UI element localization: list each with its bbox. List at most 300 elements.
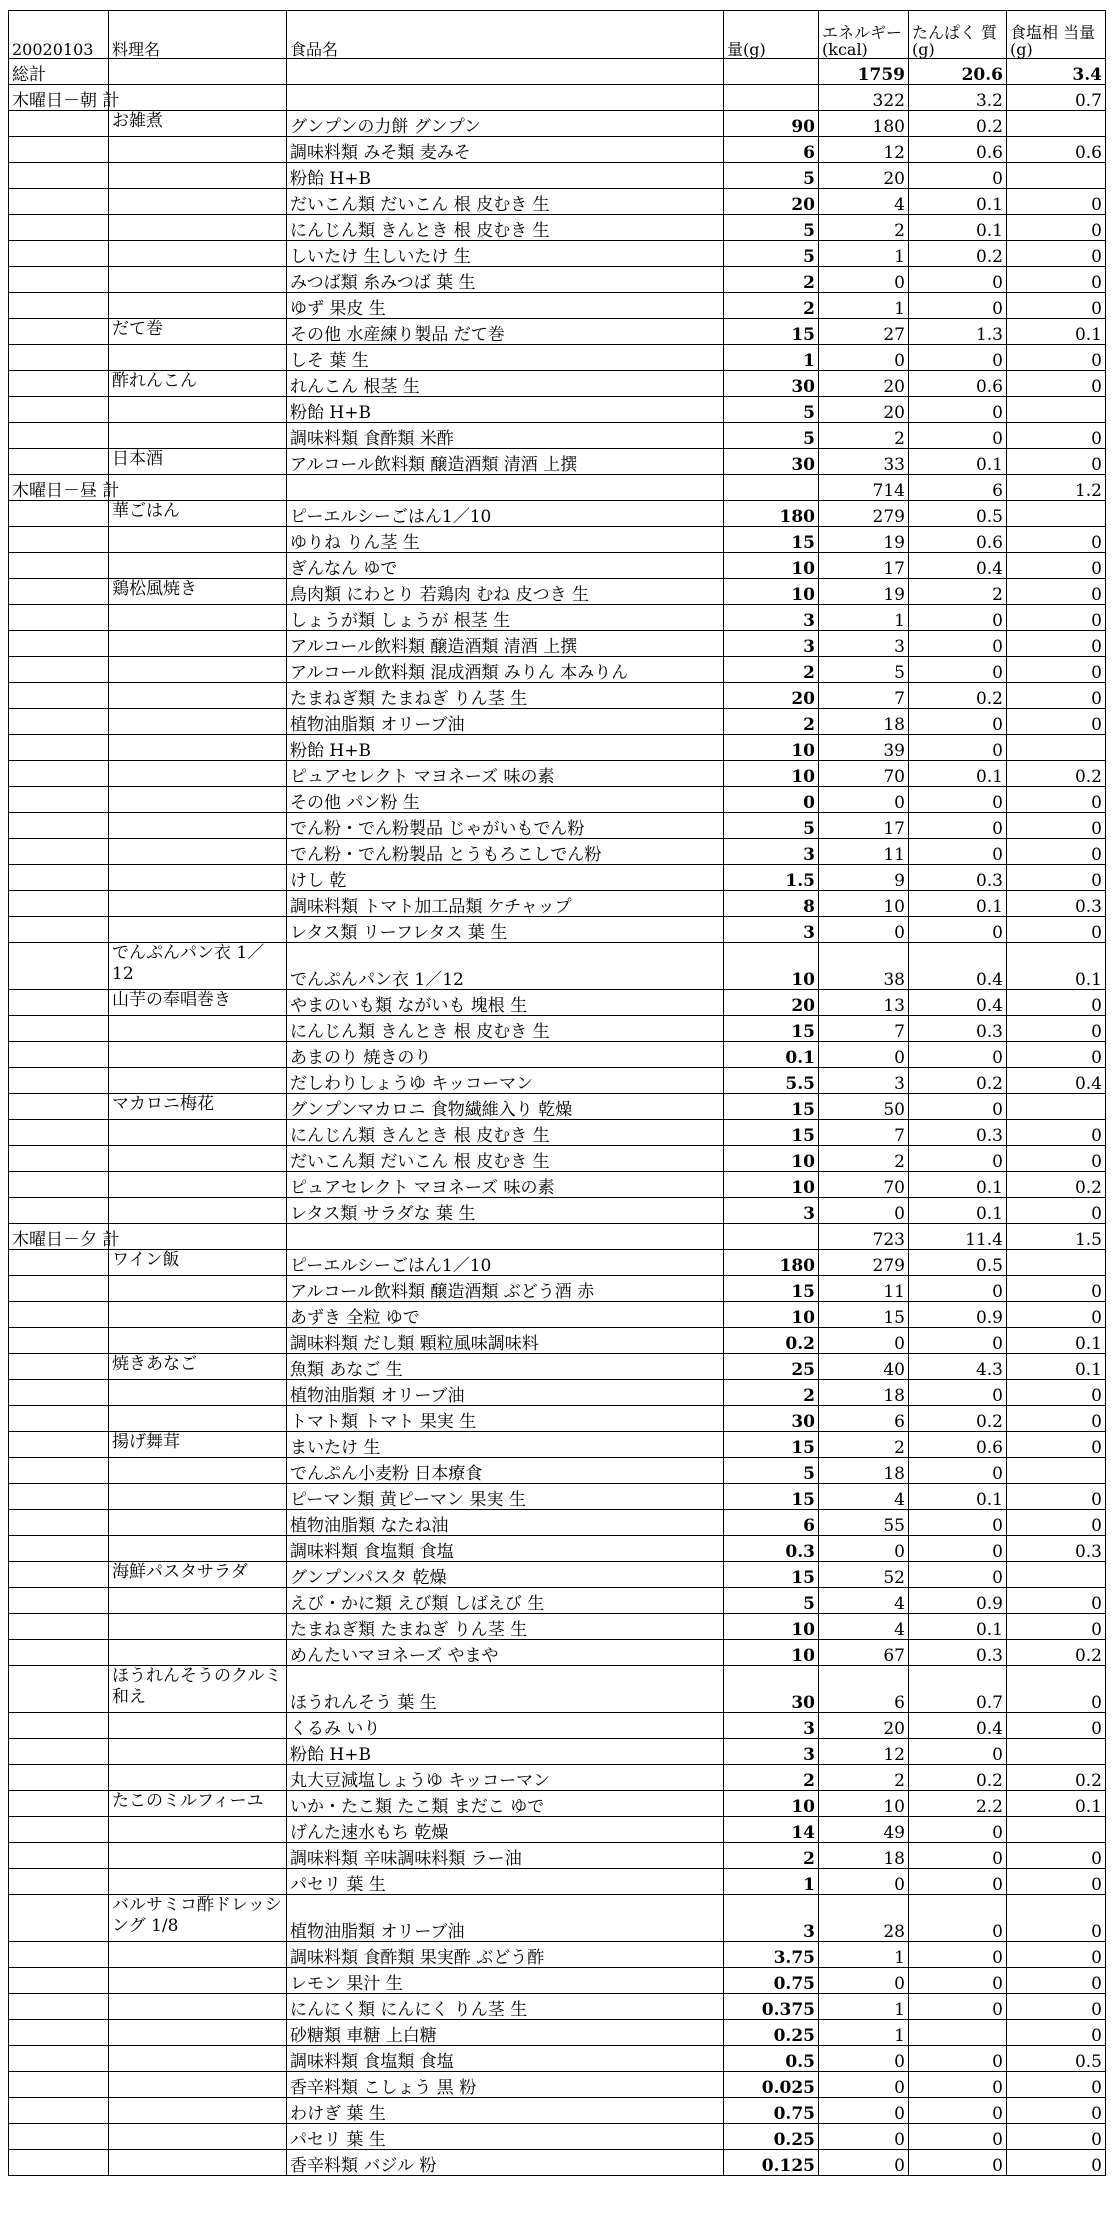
dish-name: でんぷんパン衣 1／12 <box>109 943 287 990</box>
food-name: ゆず 果皮 生 <box>287 293 724 319</box>
row-label <box>9 787 109 813</box>
table-row <box>9 2150 1106 2176</box>
salt-g: 0 <box>1007 1968 1106 1994</box>
food-name: 調味料類 辛味調味料類 ラー油 <box>287 1843 724 1869</box>
dish-name <box>109 865 287 891</box>
protein-g: 0.6 <box>909 1432 1007 1458</box>
table-row <box>9 1432 1106 1458</box>
row-label: 木曜日－朝 計 <box>9 85 109 111</box>
food-name: グンプンマカロニ 食物繊維入り 乾燥 <box>287 1094 724 1120</box>
row-label <box>9 1869 109 1895</box>
energy-kcal: 3 <box>819 631 909 657</box>
table-row <box>9 761 1106 787</box>
dish-name: 海鮮パスタサラダ <box>109 1562 287 1588</box>
row-label <box>9 449 109 475</box>
energy-kcal: 15 <box>819 1302 909 1328</box>
food-name: たまねぎ類 たまねぎ りん茎 生 <box>287 1614 724 1640</box>
table-row <box>9 1588 1106 1614</box>
amount-g: 15 <box>724 1562 819 1588</box>
dish-name <box>109 735 287 761</box>
table-row <box>9 683 1106 709</box>
salt-g: 0 <box>1007 990 1106 1016</box>
energy-kcal: 0 <box>819 1536 909 1562</box>
protein-g: 6 <box>909 475 1007 501</box>
amount-g: 5 <box>724 397 819 423</box>
protein-g: 0 <box>909 163 1007 189</box>
salt-g: 0 <box>1007 215 1106 241</box>
food-name: アルコール飲料類 醸造酒類 清酒 上撰 <box>287 631 724 657</box>
salt-g: 0 <box>1007 2072 1106 2098</box>
table-row <box>9 709 1106 735</box>
amount-g <box>724 85 819 111</box>
row-label: 総計 <box>9 59 109 85</box>
table-row <box>9 2020 1106 2046</box>
food-name: やまのいも類 ながいも 塊根 生 <box>287 990 724 1016</box>
protein-g: 0.1 <box>909 1614 1007 1640</box>
row-label <box>9 1120 109 1146</box>
row-label <box>9 527 109 553</box>
energy-kcal: 10 <box>819 1791 909 1817</box>
table-row <box>9 319 1106 345</box>
salt-g: 0 <box>1007 1146 1106 1172</box>
protein-g: 0.3 <box>909 865 1007 891</box>
amount-g: 0 <box>724 787 819 813</box>
energy-kcal: 50 <box>819 1094 909 1120</box>
protein-g: 0.3 <box>909 1120 1007 1146</box>
energy-kcal: 3 <box>819 1068 909 1094</box>
amount-g: 0.2 <box>724 1328 819 1354</box>
salt-g <box>1007 1250 1106 1276</box>
dish-name <box>109 1120 287 1146</box>
table-row <box>9 1172 1106 1198</box>
dish-name <box>109 423 287 449</box>
energy-kcal: 723 <box>819 1224 909 1250</box>
amount-g: 0.1 <box>724 1042 819 1068</box>
protein-g: 0 <box>909 397 1007 423</box>
dish-name <box>109 345 287 371</box>
protein-g: 0.5 <box>909 501 1007 527</box>
row-label: 木曜日－昼 計 <box>9 475 109 501</box>
energy-kcal: 1 <box>819 1942 909 1968</box>
amount-g: 0.25 <box>724 2124 819 2150</box>
row-label: 木曜日－夕 計 <box>9 1224 109 1250</box>
row-label <box>9 1198 109 1224</box>
row-label <box>9 1843 109 1869</box>
table-row <box>9 1895 1106 1942</box>
amount-g: 0.75 <box>724 1968 819 1994</box>
energy-kcal: 20 <box>819 1713 909 1739</box>
salt-g <box>1007 163 1106 189</box>
dish-name: 山芋の奉唱巻き <box>109 990 287 1016</box>
food-name: アルコール飲料類 醸造酒類 清酒 上撰 <box>287 449 724 475</box>
salt-g: 0 <box>1007 423 1106 449</box>
table-row <box>9 865 1106 891</box>
table-row <box>9 1666 1106 1713</box>
row-label <box>9 1942 109 1968</box>
dish-name <box>109 605 287 631</box>
table-row <box>9 1968 1106 1994</box>
salt-g: 0 <box>1007 1120 1106 1146</box>
salt-g: 0.7 <box>1007 85 1106 111</box>
food-name: その他 パン粉 生 <box>287 787 724 813</box>
food-name: でん粉・でん粉製品 じゃがいもでん粉 <box>287 813 724 839</box>
row-label <box>9 1328 109 1354</box>
row-label <box>9 2124 109 2150</box>
table-row <box>9 215 1106 241</box>
energy-kcal: 4 <box>819 1588 909 1614</box>
energy-kcal: 6 <box>819 1666 909 1713</box>
row-label <box>9 1562 109 1588</box>
row-label <box>9 761 109 787</box>
row-label <box>9 1510 109 1536</box>
energy-kcal: 1 <box>819 1994 909 2020</box>
amount-g: 0.025 <box>724 2072 819 2098</box>
dish-name <box>109 891 287 917</box>
salt-g: 0 <box>1007 241 1106 267</box>
amount-g: 3 <box>724 1739 819 1765</box>
food-name: グンプンの力餅 グンプン <box>287 111 724 137</box>
protein-g: 0 <box>909 2150 1007 2176</box>
amount-g: 30 <box>724 449 819 475</box>
food-name: 魚類 あなご 生 <box>287 1354 724 1380</box>
dish-name <box>109 2150 287 2176</box>
energy-kcal: 2 <box>819 1146 909 1172</box>
dish-name <box>109 1588 287 1614</box>
food-name: 調味料類 みそ類 麦みそ <box>287 137 724 163</box>
salt-g: 0.2 <box>1007 1172 1106 1198</box>
dish-name <box>109 397 287 423</box>
table-row <box>9 1869 1106 1895</box>
amount-g: 2 <box>724 1765 819 1791</box>
food-name: でんぷんパン衣 1／12 <box>287 943 724 990</box>
salt-g <box>1007 501 1106 527</box>
dish-name <box>109 2124 287 2150</box>
table-row <box>9 1146 1106 1172</box>
protein-g: 0 <box>909 839 1007 865</box>
dish-name <box>109 1406 287 1432</box>
header-row <box>9 11 1106 59</box>
table-row <box>9 1536 1106 1562</box>
protein-g: 0 <box>909 1843 1007 1869</box>
food-name: げんた速水もち 乾燥 <box>287 1817 724 1843</box>
energy-kcal: 11 <box>819 1276 909 1302</box>
amount-g: 15 <box>724 1432 819 1458</box>
dish-name <box>109 1869 287 1895</box>
protein-g: 0.1 <box>909 1198 1007 1224</box>
row-label <box>9 1640 109 1666</box>
amount-g: 180 <box>724 1250 819 1276</box>
dish-name <box>109 1614 287 1640</box>
row-label <box>9 605 109 631</box>
salt-g: 0 <box>1007 2098 1106 2124</box>
row-label <box>9 683 109 709</box>
salt-g <box>1007 1094 1106 1120</box>
energy-kcal: 714 <box>819 475 909 501</box>
amount-g <box>724 1224 819 1250</box>
food-name: 香辛料類 バジル 粉 <box>287 2150 724 2176</box>
dish-name <box>109 1484 287 1510</box>
salt-g: 0 <box>1007 2150 1106 2176</box>
header-dish: 料理名 <box>109 11 287 59</box>
food-name <box>287 85 724 111</box>
table-row <box>9 787 1106 813</box>
salt-g: 0 <box>1007 1869 1106 1895</box>
table-row <box>9 2098 1106 2124</box>
row-label <box>9 267 109 293</box>
table-row <box>9 839 1106 865</box>
row-label <box>9 2072 109 2098</box>
table-row <box>9 1510 1106 1536</box>
dish-name <box>109 267 287 293</box>
amount-g <box>724 475 819 501</box>
protein-g: 0 <box>909 917 1007 943</box>
energy-kcal: 0 <box>819 2072 909 2098</box>
salt-g: 0.1 <box>1007 319 1106 345</box>
table-row <box>9 1302 1106 1328</box>
salt-g <box>1007 1458 1106 1484</box>
dish-name <box>109 1198 287 1224</box>
amount-g: 2 <box>724 709 819 735</box>
dish-name <box>109 683 287 709</box>
row-label <box>9 241 109 267</box>
dish-name <box>109 1172 287 1198</box>
salt-g <box>1007 1562 1106 1588</box>
row-label <box>9 111 109 137</box>
food-name: 香辛料類 こしょう 黒 粉 <box>287 2072 724 2098</box>
row-label <box>9 1302 109 1328</box>
energy-kcal: 0 <box>819 267 909 293</box>
dish-name: だて巻 <box>109 319 287 345</box>
salt-g: 0 <box>1007 657 1106 683</box>
food-name: ピーエルシーごはん1／10 <box>287 1250 724 1276</box>
food-name: しいたけ 生しいたけ 生 <box>287 241 724 267</box>
row-label <box>9 943 109 990</box>
food-name: だしわりしょうゆ キッコーマン <box>287 1068 724 1094</box>
header-amount: 量(g) <box>724 11 819 59</box>
salt-g <box>1007 1739 1106 1765</box>
food-name: あずき 全粒 ゆで <box>287 1302 724 1328</box>
protein-g: 0 <box>909 2046 1007 2072</box>
protein-g: 11.4 <box>909 1224 1007 1250</box>
dish-name: マカロニ梅花 <box>109 1094 287 1120</box>
food-name: にんにく類 にんにく りん茎 生 <box>287 1994 724 2020</box>
dish-name <box>109 1994 287 2020</box>
row-label <box>9 579 109 605</box>
protein-g: 0 <box>909 1146 1007 1172</box>
energy-kcal: 18 <box>819 1380 909 1406</box>
energy-kcal: 6 <box>819 1406 909 1432</box>
table-row <box>9 631 1106 657</box>
salt-g <box>1007 735 1106 761</box>
food-name: アルコール飲料類 醸造酒類 ぶどう酒 赤 <box>287 1276 724 1302</box>
food-name: だいこん類 だいこん 根 皮むき 生 <box>287 1146 724 1172</box>
salt-g <box>1007 397 1106 423</box>
protein-g: 0.2 <box>909 683 1007 709</box>
salt-g: 0.1 <box>1007 1791 1106 1817</box>
protein-g: 0.7 <box>909 1666 1007 1713</box>
protein-g: 0 <box>909 1942 1007 1968</box>
table-row <box>9 990 1106 1016</box>
energy-kcal: 1 <box>819 605 909 631</box>
row-label <box>9 891 109 917</box>
food-name: 調味料類 だし類 顆粒風味調味料 <box>287 1328 724 1354</box>
row-label <box>9 2098 109 2124</box>
table-row <box>9 1942 1106 1968</box>
salt-g: 0 <box>1007 1588 1106 1614</box>
dish-name <box>109 189 287 215</box>
food-name: ほうれんそう 葉 生 <box>287 1666 724 1713</box>
amount-g: 180 <box>724 501 819 527</box>
energy-kcal: 11 <box>819 839 909 865</box>
table-row <box>9 163 1106 189</box>
energy-kcal: 0 <box>819 345 909 371</box>
energy-kcal: 0 <box>819 787 909 813</box>
protein-g: 0 <box>909 1739 1007 1765</box>
energy-kcal: 0 <box>819 1328 909 1354</box>
row-label <box>9 1172 109 1198</box>
salt-g: 0 <box>1007 267 1106 293</box>
salt-g: 1.2 <box>1007 475 1106 501</box>
food-name: ピーエルシーごはん1／10 <box>287 501 724 527</box>
energy-kcal: 55 <box>819 1510 909 1536</box>
row-label <box>9 1380 109 1406</box>
salt-g: 0 <box>1007 527 1106 553</box>
dish-name <box>109 553 287 579</box>
table-row <box>9 891 1106 917</box>
amount-g: 10 <box>724 1146 819 1172</box>
amount-g: 10 <box>724 943 819 990</box>
energy-kcal: 27 <box>819 319 909 345</box>
row-label <box>9 1791 109 1817</box>
amount-g: 15 <box>724 1094 819 1120</box>
salt-g: 0.2 <box>1007 1640 1106 1666</box>
table-row <box>9 345 1106 371</box>
energy-kcal: 20 <box>819 163 909 189</box>
food-name: グンプンパスタ 乾燥 <box>287 1562 724 1588</box>
amount-g: 0.125 <box>724 2150 819 2176</box>
dish-name <box>109 787 287 813</box>
salt-g: 0 <box>1007 1380 1106 1406</box>
salt-g: 0 <box>1007 683 1106 709</box>
table-row <box>9 1068 1106 1094</box>
protein-g: 0.1 <box>909 449 1007 475</box>
energy-kcal: 18 <box>819 709 909 735</box>
food-name: しそ 葉 生 <box>287 345 724 371</box>
food-name: めんたいマヨネーズ やまや <box>287 1640 724 1666</box>
table-row <box>9 2124 1106 2150</box>
amount-g: 8 <box>724 891 819 917</box>
row-label <box>9 1817 109 1843</box>
food-name <box>287 59 724 85</box>
protein-g: 20.6 <box>909 59 1007 85</box>
protein-g: 0.5 <box>909 1250 1007 1276</box>
table-row <box>9 1328 1106 1354</box>
protein-g: 0.3 <box>909 1016 1007 1042</box>
dish-name <box>109 1042 287 1068</box>
salt-g: 0 <box>1007 631 1106 657</box>
table-row <box>9 1276 1106 1302</box>
protein-g: 0 <box>909 1328 1007 1354</box>
salt-g: 0 <box>1007 1198 1106 1224</box>
protein-g: 0 <box>909 709 1007 735</box>
protein-g: 0 <box>909 657 1007 683</box>
dish-name <box>109 1968 287 1994</box>
table-row <box>9 397 1106 423</box>
protein-g: 0 <box>909 2072 1007 2098</box>
amount-g: 90 <box>724 111 819 137</box>
amount-g: 10 <box>724 553 819 579</box>
protein-g: 0 <box>909 605 1007 631</box>
energy-kcal: 322 <box>819 85 909 111</box>
amount-g: 20 <box>724 189 819 215</box>
salt-g: 1.5 <box>1007 1224 1106 1250</box>
amount-g: 10 <box>724 1302 819 1328</box>
table-row <box>9 475 1106 501</box>
protein-g: 0 <box>909 1042 1007 1068</box>
amount-g: 10 <box>724 579 819 605</box>
dish-name <box>109 761 287 787</box>
food-name: 植物油脂類 オリーブ油 <box>287 1380 724 1406</box>
food-name: みつば類 糸みつば 葉 生 <box>287 267 724 293</box>
salt-g: 0 <box>1007 371 1106 397</box>
energy-kcal: 279 <box>819 1250 909 1276</box>
protein-g: 0.1 <box>909 215 1007 241</box>
salt-g: 0 <box>1007 839 1106 865</box>
salt-g: 0 <box>1007 1510 1106 1536</box>
amount-g: 5 <box>724 163 819 189</box>
energy-kcal: 10 <box>819 891 909 917</box>
dish-name <box>109 1510 287 1536</box>
salt-g: 0 <box>1007 449 1106 475</box>
amount-g: 2 <box>724 293 819 319</box>
row-label <box>9 1276 109 1302</box>
protein-g: 0 <box>909 293 1007 319</box>
protein-g: 0.2 <box>909 1765 1007 1791</box>
protein-g: 0 <box>909 1458 1007 1484</box>
protein-g: 0.4 <box>909 943 1007 990</box>
food-name: 調味料類 トマト加工品類 ケチャップ <box>287 891 724 917</box>
table-row <box>9 943 1106 990</box>
dish-name <box>109 1302 287 1328</box>
salt-g: 0.1 <box>1007 943 1106 990</box>
protein-g: 0 <box>909 1968 1007 1994</box>
amount-g: 2 <box>724 1843 819 1869</box>
salt-g: 0 <box>1007 1016 1106 1042</box>
protein-g: 0.9 <box>909 1588 1007 1614</box>
amount-g: 3 <box>724 917 819 943</box>
salt-g <box>1007 1817 1106 1843</box>
table-row <box>9 189 1106 215</box>
protein-g: 0.3 <box>909 1640 1007 1666</box>
protein-g: 0.2 <box>909 1068 1007 1094</box>
row-label <box>9 1406 109 1432</box>
row-label <box>9 1354 109 1380</box>
table-row <box>9 813 1106 839</box>
dish-name <box>109 1458 287 1484</box>
amount-g: 20 <box>724 683 819 709</box>
amount-g: 5.5 <box>724 1068 819 1094</box>
amount-g: 3 <box>724 1713 819 1739</box>
dish-name: たこのミルフィーユ <box>109 1791 287 1817</box>
row-label <box>9 163 109 189</box>
row-label <box>9 1994 109 2020</box>
food-name: れんこん 根茎 生 <box>287 371 724 397</box>
dish-name <box>109 137 287 163</box>
amount-g: 2 <box>724 657 819 683</box>
salt-g: 0 <box>1007 2020 1106 2046</box>
amount-g: 3.75 <box>724 1942 819 1968</box>
food-name: レタス類 サラダな 葉 生 <box>287 1198 724 1224</box>
